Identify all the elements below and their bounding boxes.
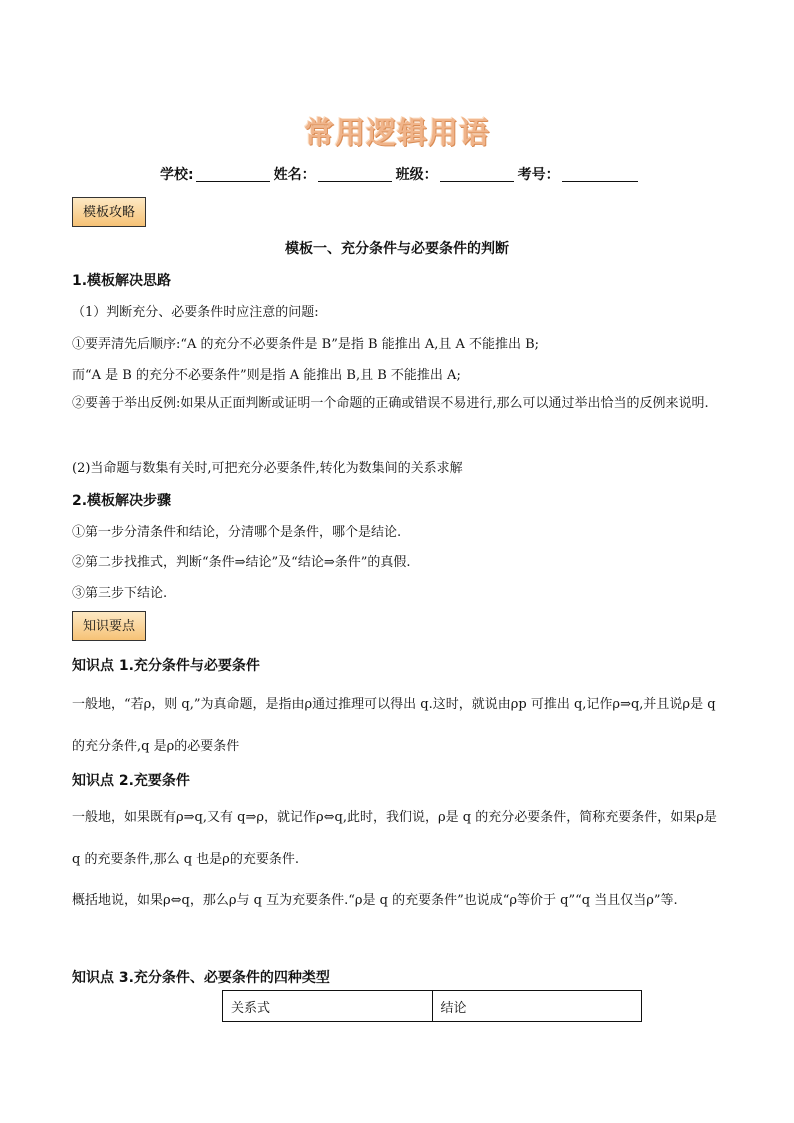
k2-heading: 知识点 2.充要条件 <box>72 773 190 789</box>
template-guide-tag: 模板攻略 <box>72 197 146 227</box>
k1-text: 一般地，“若ρ，则 q,”为真命题，是指由ρ通过推理可以得出 q.这时，就说由ρp 可推出 q,记作ρ⇒q,并且说ρ是 q 的充分条件,q 是ρ的必要条件 <box>72 697 716 754</box>
knowledge-points-tag: 知识要点 <box>72 611 146 641</box>
table-row <box>223 991 642 1022</box>
steps-heading: 2.模板解决步骤 <box>72 493 172 509</box>
table-header-cell: 结论 <box>432 991 642 1022</box>
thought-line: ①要弄清先后顺序:“A 的充分不必要条件是 B”是指 B 能推出 A,且 A 不能推出 B; <box>72 337 540 352</box>
k1-heading: 知识点 1.充分条件与必要条件 <box>72 658 260 674</box>
step-line: ①第一步分清条件和结论，分清哪个是条件，哪个是结论. <box>72 525 402 540</box>
school-blank[interactable] <box>196 167 270 182</box>
name-label: 姓名： <box>273 167 316 183</box>
school-label: 学校: <box>160 167 194 183</box>
class-label: 班级： <box>395 167 438 183</box>
thought-heading: 1.模板解决思路 <box>72 273 172 289</box>
thought-line: (2)当命题与数集有关时,可把充分必要条件,转化为数集间的关系求解 <box>72 461 463 476</box>
template1-title: 模板一、充分条件与必要条件的判断 <box>285 241 509 257</box>
name-blank[interactable] <box>318 167 392 182</box>
step-line: ③第三步下结论. <box>72 586 168 601</box>
thought-line: 而“A 是 B 的充分不必要条件”则是指 A 能推出 B,且 B 不能推出 A; <box>72 368 461 383</box>
thought-line: ②要善于举出反例:如果从正面判断或证明一个命题的正确或错误不易进行,那么可以通过举出恰当的反例来说明. <box>72 396 709 411</box>
step-line: ②第二步找推式，判断“条件⇒结论”及“结论⇒条件”的真假. <box>72 555 411 570</box>
exam-no-blank[interactable] <box>562 167 638 182</box>
thought-line: （1）判断充分、必要条件时应注意的问题: <box>72 305 319 320</box>
class-blank[interactable] <box>440 167 514 182</box>
k2-text1: 一般地，如果既有ρ⇒q,又有 q⇒ρ，就记作ρ⇔q,此时，我们说，ρ是 q 的充分必要条件，简称充要条件，如果ρ是 q 的充要条件,那么 q 也是ρ的充要条件. <box>72 810 717 867</box>
relation-table <box>222 990 642 1022</box>
exam-no-label: 考号： <box>517 167 560 183</box>
document-title: 常用逻辑用语 <box>304 116 490 151</box>
k2-text2: 概括地说，如果ρ⇔q，那么ρ与 q 互为充要条件.“ρ是 q 的充要条件”也说成“ρ等价于 q”“q 当且仅当ρ”等. <box>72 893 678 908</box>
student-info-line <box>160 164 642 184</box>
k3-heading: 知识点 3.充分条件、必要条件的四种类型 <box>72 970 330 986</box>
table-header-cell: 关系式 <box>223 991 433 1022</box>
